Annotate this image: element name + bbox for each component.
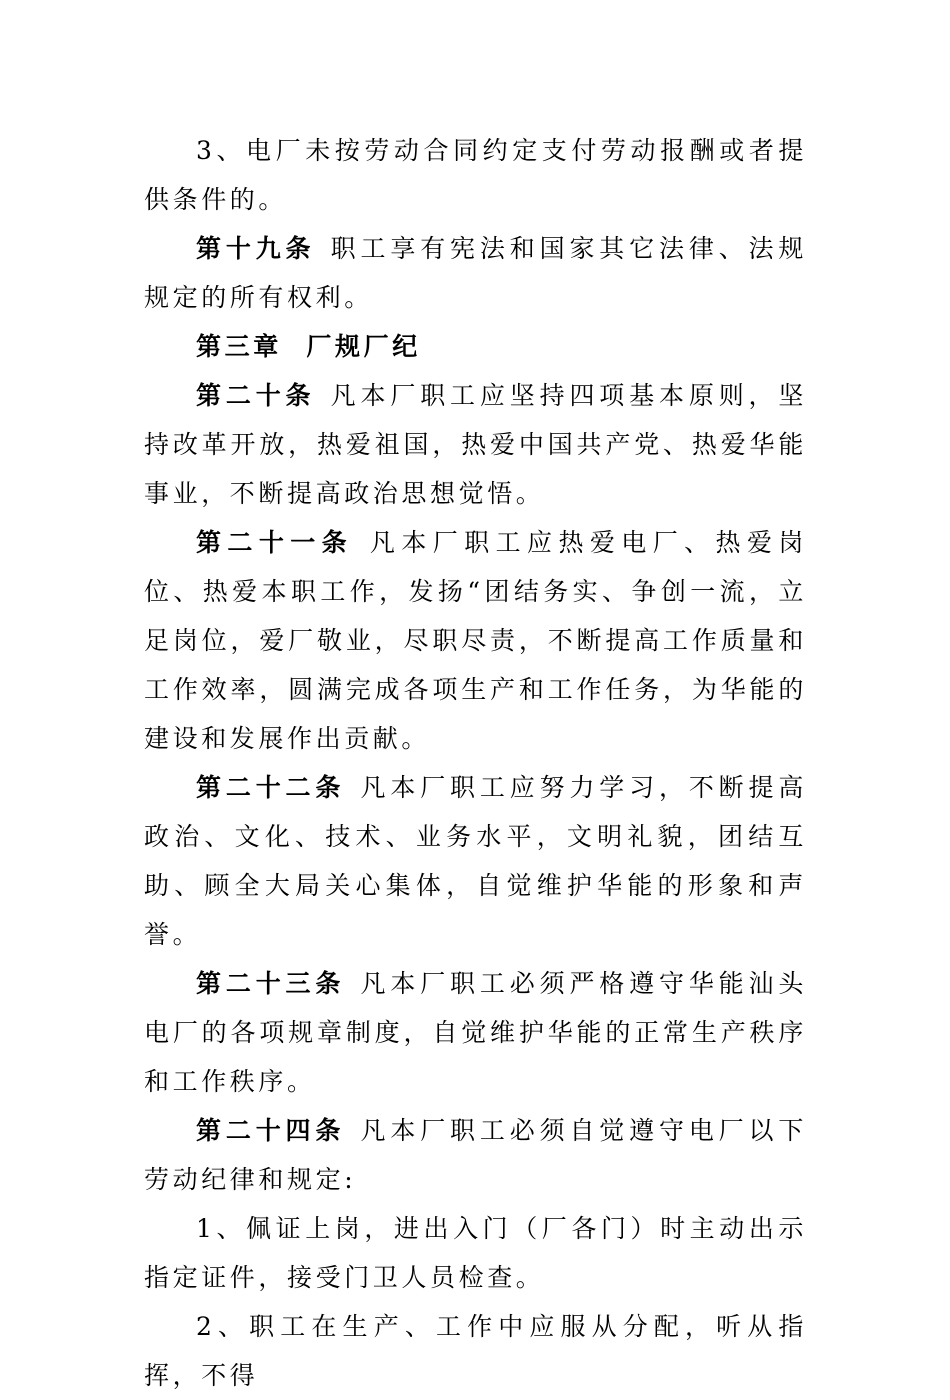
paragraph-item-2 bbox=[144, 1302, 807, 1400]
article-22 bbox=[144, 763, 807, 959]
article-text: 凡本厂职工应努力学习，不断提高政治、文化、技术、业务水平，文明礼貌，团结互助、顾全大局关心集体，自觉维护华能的形象和声誉。 bbox=[144, 773, 807, 949]
chapter-heading: 第三章 厂规厂纪 bbox=[196, 332, 421, 361]
article-number: 第二十一条 bbox=[196, 528, 354, 557]
article-number: 第二十三条 bbox=[196, 969, 346, 998]
article-number: 第十九条 bbox=[196, 234, 316, 263]
article-21 bbox=[144, 518, 807, 763]
article-text: 凡本厂职工必须自觉遵守电厂以下劳动纪律和规定: bbox=[144, 1116, 807, 1194]
article-19 bbox=[144, 224, 807, 322]
article-20 bbox=[144, 371, 807, 518]
article-number: 第二十条 bbox=[196, 381, 316, 410]
paragraph-text: 1、佩证上岗，进出入门（厂各门）时主动出示指定证件，接受门卫人员检查。 bbox=[144, 1214, 807, 1292]
paragraph-text: 3、电厂未按劳动合同约定支付劳动报酬或者提供条件的。 bbox=[144, 136, 807, 214]
paragraph-text: 2、职工在生产、工作中应服从分配，听从指挥，不得 bbox=[144, 1312, 807, 1390]
article-text: 凡本厂职工必须严格遵守华能汕头电厂的各项规章制度，自觉维护华能的正常生产秩序和工作秩序。 bbox=[144, 969, 807, 1096]
article-23 bbox=[144, 959, 807, 1106]
article-text: 凡本厂职工应热爱电厂、热爱岗位、热爱本职工作，发扬“团结务实、争创一流，立足岗位，爱厂敬业，尽职尽责，不断提高工作质量和工作效率，圆满完成各项生产和工作任务，为华能的建设和发展作出贡献。 bbox=[144, 528, 807, 753]
article-text: 职工享有宪法和国家其它法律、法规规定的所有权利。 bbox=[144, 234, 807, 312]
article-number: 第二十二条 bbox=[196, 773, 346, 802]
article-24 bbox=[144, 1106, 807, 1204]
article-number: 第二十四条 bbox=[196, 1116, 346, 1145]
paragraph-item-3 bbox=[144, 126, 807, 224]
article-text: 凡本厂职工应坚持四项基本原则，坚持改革开放，热爱祖国，热爱中国共产党、热爱华能事业，不断提高政治思想觉悟。 bbox=[144, 381, 807, 508]
document-page bbox=[144, 126, 807, 1400]
paragraph-item-1 bbox=[144, 1204, 807, 1302]
